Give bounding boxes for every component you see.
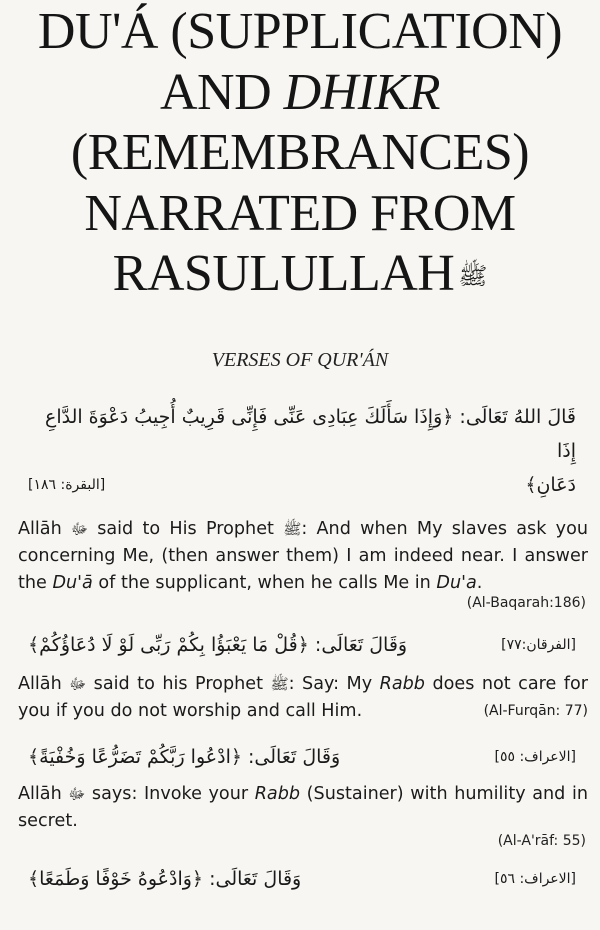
verse-2-glyph-2: ﷺ — [270, 674, 289, 693]
verse-1-en-italic-1: Du'ā — [52, 572, 93, 593]
verse-2-en-3: : Say: My — [288, 673, 380, 694]
verse-3-en-2: says: Invoke your — [85, 783, 255, 804]
verse-1-glyph-1: ﷻ — [71, 519, 88, 538]
verse-4-arabic: وَقَالَ تَعَالَى: ﴿وَادْعُوهُ خَوْفًا وَطَمَعًا﴾ — [28, 867, 302, 890]
verse-2-en-1: Allāh — [18, 673, 62, 694]
verse-3-ref-english: (Al-A'rāf: 55) — [497, 832, 586, 849]
verse-1-arabic-line-2: دَعَانِ﴾ — [525, 473, 576, 496]
verse-1-en-italic-2: Du'a — [436, 572, 477, 593]
verse-3-ref-arabic: [الاعراف: ٥٥] — [494, 748, 576, 765]
verse-2-ref-arabic: [الفرقان:٧٧] — [501, 636, 576, 653]
honorific-glyph: ﷺ — [458, 262, 488, 290]
verse-4-ref-arabic: [الاعراف: ٥٦] — [494, 870, 576, 887]
verse-3-arabic: وَقَالَ تَعَالَى: ﴿ادْعُوا رَبَّكُمْ تَضَرُّعًا وَخُفْيَةً﴾ — [28, 745, 341, 768]
verse-2-glyph-1: ﷻ — [69, 674, 87, 693]
verse-2-arabic: وَقَالَ تَعَالَى: ﴿قُلْ مَا يَعْبَؤُا بِكُمْ رَبِّى لَوْ لَا دُعَاؤُكُمْ﴾ — [28, 633, 408, 656]
title-line-2-a: AND — [159, 63, 284, 121]
verse-1-en-4: of the supplicant, when he calls Me in — [92, 572, 437, 593]
verse-1-en-5: . — [476, 572, 483, 593]
title-line-5-text: RASULULLAH — [112, 245, 455, 302]
title-line-1: DU'Á (SUPPLICATION) — [37, 3, 563, 60]
verse-1-en-2: said to His Prophet — [87, 518, 284, 539]
verse-2-arabic-row — [28, 631, 576, 659]
verse-3-translation — [18, 781, 588, 835]
verse-4-arabic-row — [28, 865, 576, 893]
title-line-5 — [0, 244, 600, 305]
verse-1-arabic — [28, 400, 576, 502]
title-line-3: (REMEMBRANCES) — [70, 124, 530, 181]
verse-3-en-italic-1: Rabb — [254, 783, 301, 804]
verse-1-arabic-line-1: قَالَ اللهُ تَعَالَى: ﴿وَإِذَا سَأَلَكَ عِبَادِى عَنِّى فَإِنِّى قَرِيبٌ أُجِيبُ دَعْوَةَ الدَّاعِ إِذَا — [44, 405, 576, 462]
verse-1-en-1: Allāh — [18, 518, 62, 539]
verse-1-en-3: : And when My slaves ask you concerning Me, (then answer them) I am indeed near. I answer the — [18, 518, 588, 593]
page-title — [0, 0, 600, 305]
verse-1-ref-arabic: [البقرة: ١٨٦] — [28, 476, 106, 493]
section-subtitle: VERSES OF QUR'ÁN — [211, 348, 389, 371]
verse-2-translation — [18, 671, 588, 725]
verse-2-en-4: does not care for you if you do not worship and call Him. — [18, 673, 588, 721]
verse-1-arabic-line-2-row — [28, 468, 576, 502]
verse-1-glyph-2: ﷺ — [283, 519, 302, 538]
verse-3-arabic-row — [28, 743, 576, 771]
title-line-4: NARRATED FROM — [84, 184, 516, 242]
verse-1-ref-english: (Al-Baqarah:186) — [466, 594, 586, 611]
verse-2-ref-english: (Al-Furqān: 77) — [483, 702, 588, 719]
verse-2-en-italic-1: Rabb — [379, 673, 425, 694]
verse-2-en-2: said to his Prophet — [86, 673, 271, 694]
title-line-2-b: DHIKR — [283, 63, 441, 121]
verse-3-en-1: Allāh — [18, 783, 62, 804]
title-line-2 — [0, 63, 600, 124]
verse-1-translation — [18, 516, 588, 597]
verse-3-en-3: (Sustainer) with humility and in secret. — [18, 783, 588, 831]
verse-3-glyph-1: ﷻ — [68, 784, 86, 803]
